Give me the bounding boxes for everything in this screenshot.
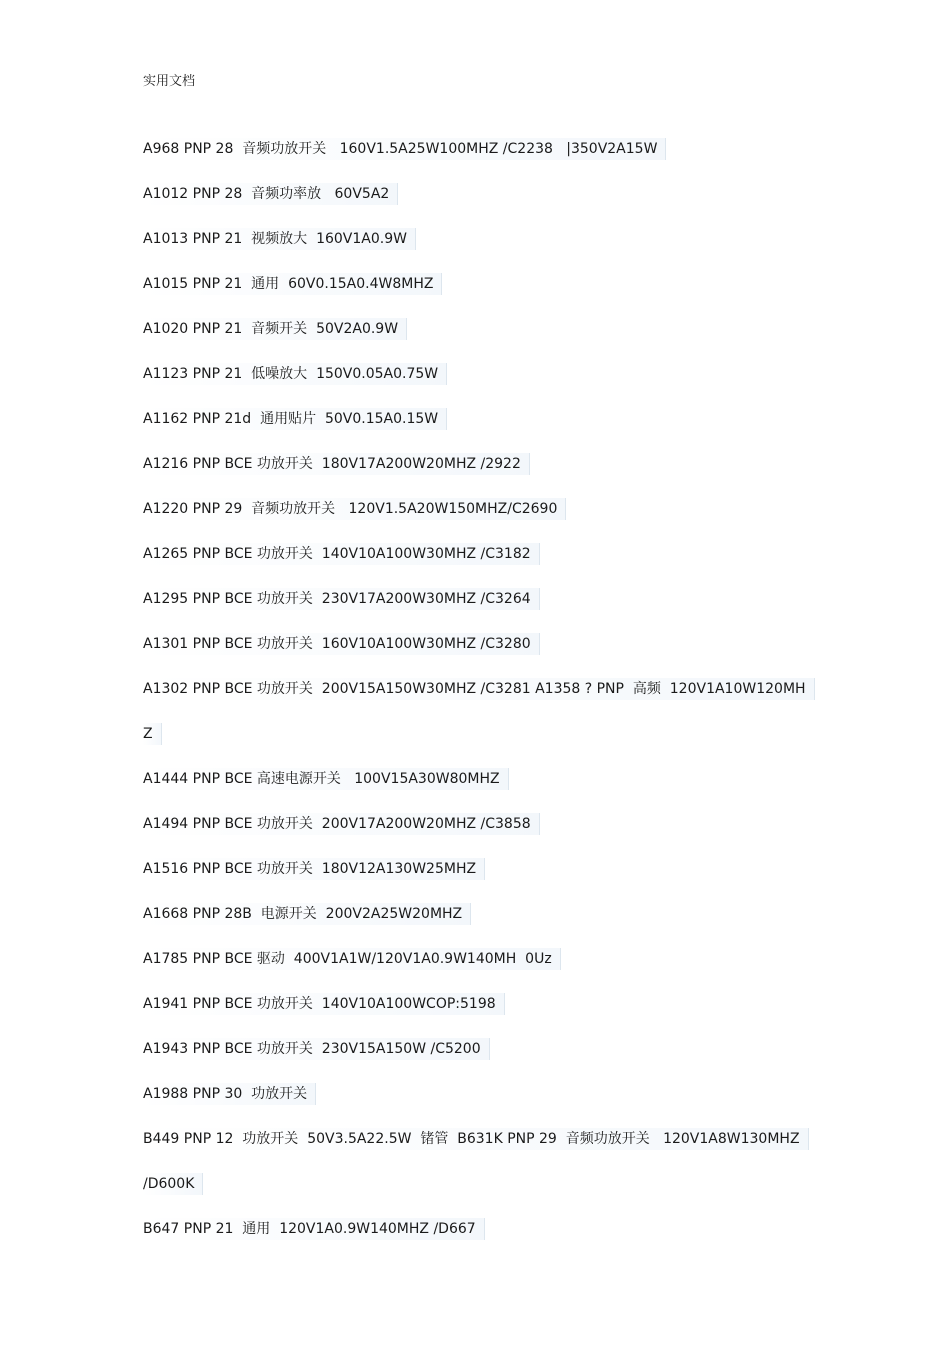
list-item-text: B647 PNP 21 通用 120V1A0.9W140MHZ /D667 (143, 1218, 485, 1240)
list-item-text: A1516 PNP BCE 功放开关 180V12A130W25MHZ (143, 858, 485, 880)
list-item-text: A1941 PNP BCE 功放开关 140V10A100WCOP:5198 (143, 993, 505, 1015)
list-item-text: A1123 PNP 21 低噪放大 150V0.05A0.75W (143, 363, 447, 385)
list-item-text: A1020 PNP 21 音频开关 50V2A0.9W (143, 318, 407, 340)
list-item (143, 261, 833, 306)
list-item-text: Z (143, 723, 162, 745)
list-item-text: A1943 PNP BCE 功放开关 230V15A150W /C5200 (143, 1038, 490, 1060)
list-item-text: A1785 PNP BCE 驱动 400V1A1W/120V1A0.9W140MH 0Uz (143, 948, 561, 970)
list-item-text: A1012 PNP 28 音频功率放 60V5A2 (143, 183, 398, 205)
list-item (143, 891, 833, 936)
list-item (143, 531, 833, 576)
list-item-text: A1216 PNP BCE 功放开关 180V17A200W20MHZ /2922 (143, 453, 530, 475)
list-item-text: A1295 PNP BCE 功放开关 230V17A200W30MHZ /C3264 (143, 588, 540, 610)
list-item-text: A1494 PNP BCE 功放开关 200V17A200W20MHZ /C3858 (143, 813, 540, 835)
list-item (143, 666, 833, 711)
list-item-text: A1988 PNP 30 功放开关 (143, 1083, 316, 1105)
list-item (143, 396, 833, 441)
list-item (143, 936, 833, 981)
list-item (143, 756, 833, 801)
list-item (143, 1161, 833, 1206)
list-item-text: A1444 PNP BCE 高速电源开关 100V15A30W80MHZ (143, 768, 509, 790)
list-item-text: A1015 PNP 21 通用 60V0.15A0.4W8MHZ (143, 273, 442, 295)
list-item (143, 621, 833, 666)
list-item-text: A1668 PNP 28B 电源开关 200V2A25W20MHZ (143, 903, 471, 925)
list-item-text: A1220 PNP 29 音频功放开关 120V1.5A20W150MHZ/C2690 (143, 498, 566, 520)
list-item-text: A1301 PNP BCE 功放开关 160V10A100W30MHZ /C3280 (143, 633, 540, 655)
list-item (143, 306, 833, 351)
list-item (143, 351, 833, 396)
list-item (143, 576, 833, 621)
list-item-text: B449 PNP 12 功放开关 50V3.5A22.5W 锗管 B631K PNP 29 音频功放开关 120V1A8W130MHZ (143, 1128, 809, 1150)
list-item-text: A1265 PNP BCE 功放开关 140V10A100W30MHZ /C3182 (143, 543, 540, 565)
list-item (143, 441, 833, 486)
list-item-text: A1302 PNP BCE 功放开关 200V15A150W30MHZ /C3281 A1358 ? PNP 高频 120V1A10W120MH (143, 678, 815, 700)
list-item (143, 126, 833, 171)
list-item (143, 981, 833, 1026)
list-item (143, 216, 833, 261)
list-item (143, 711, 833, 756)
list-item (143, 486, 833, 531)
list-item (143, 171, 833, 216)
list-item (143, 846, 833, 891)
list-item (143, 801, 833, 846)
page-header: 实用文档 (143, 74, 196, 89)
list-item (143, 1116, 833, 1161)
list-item-text: A1162 PNP 21d 通用贴片 50V0.15A0.15W (143, 408, 447, 430)
list-item-text: A1013 PNP 21 视频放大 160V1A0.9W (143, 228, 416, 250)
list-item (143, 1071, 833, 1116)
list-item-text: /D600K (143, 1173, 203, 1195)
list-item-text: A968 PNP 28 音频功放开关 160V1.5A25W100MHZ /C2238 |350V2A15W (143, 138, 666, 160)
transistor-list (143, 126, 833, 1251)
list-item (143, 1026, 833, 1071)
list-item (143, 1206, 833, 1251)
